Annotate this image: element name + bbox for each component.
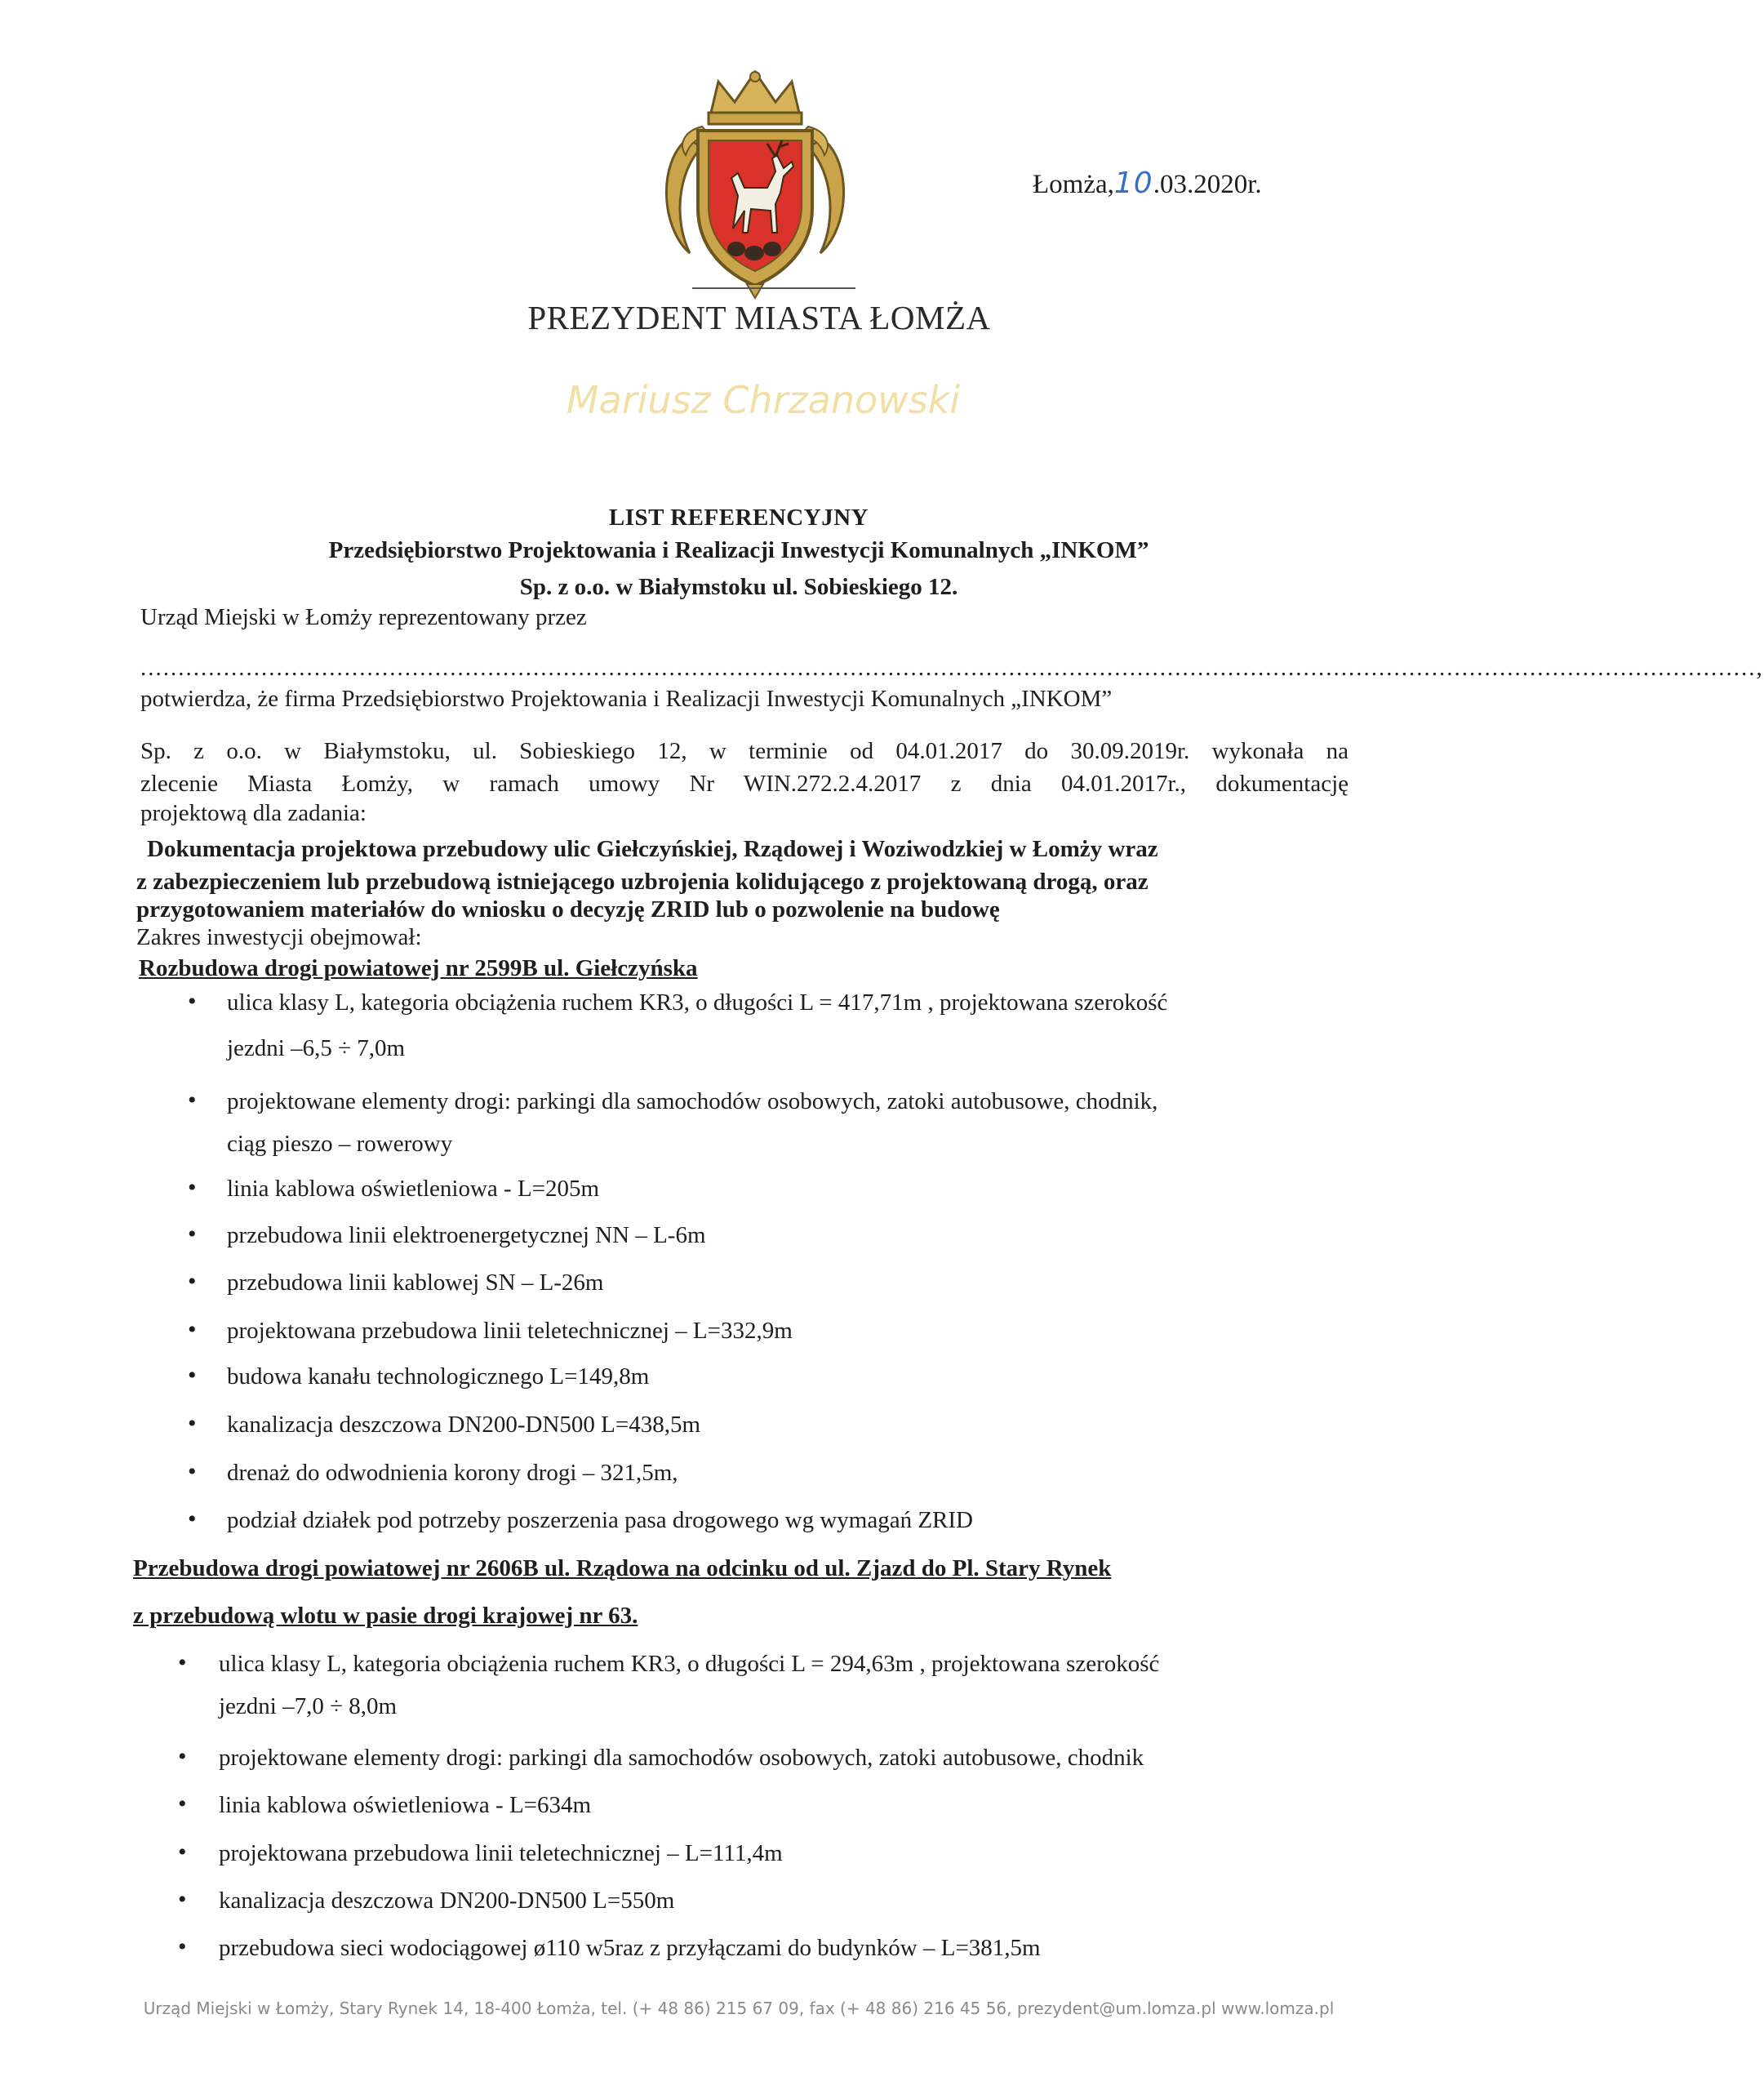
representative-blank: ......................................................................................................................................................................................................................, [140,655,1764,681]
company-name-line: Przedsiębiorstwo Projektowania i Realizacji Inwestycji Komunalnych „INKOM” [328,537,1149,563]
section-1-heading: Rozbudowa drogi powiatowej nr 2599B ul. Giełczyńska [139,955,698,981]
section-2-heading-continuation: z przebudową wlotu w pasie drogi krajowej nr 63. [133,1603,638,1629]
bullet-icon: • [188,988,197,1015]
section-1-item: kanalizacja deszczowa DN200-DN500 L=438,5m [227,1412,701,1438]
confirm-line-1: potwierdza, że firma Przedsiębiorstwo Projektowania i Realizacji Inwestycji Komunalnych „INKOM” [140,686,1113,712]
lomza-coat-of-arms-icon [653,65,857,298]
task-line-1: Dokumentacja projektowa przebudowy ulic Giełczyńskiej, Rządowej i Woziwodzkiej w Łomży wraz [147,836,1158,862]
letter-title: LIST REFERENCYJNY [608,505,869,531]
section-2-item: projektowana przebudowa linii teletechnicznej – L=111,4m [219,1840,783,1866]
handwritten-day: 10 [1113,167,1153,200]
bullet-icon: • [188,1221,197,1247]
document-date [1033,167,1262,200]
section-1-item-continuation: ciąg pieszo – rowerowy [227,1131,453,1157]
bullet-icon: • [188,1268,197,1295]
section-1-item: przebudowa linii elektroenergetycznej NN – L-6m [227,1222,706,1248]
section-2-item: linia kablowa oświetleniowa - L=634m [219,1792,592,1818]
date-month-year: .03.2020r. [1153,170,1262,199]
bullet-icon: • [178,1933,187,1960]
intro-text: Urząd Miejski w Łomży reprezentowany przez [140,604,587,630]
section-1-item: podział działek pod potrzeby poszerzenia pasa drogowego wg wymagań ZRID [227,1507,973,1533]
section-2-item: ulica klasy L, kategoria obciążenia ruchem KR3, o długości L = 294,63m , projektowana szerokość [219,1651,1160,1677]
section-1-item: przebudowa linii kablowej SN – L-26m [227,1270,604,1296]
section-1-item: projektowane elementy drogi: parkingi dla samochodów osobowych, zatoki autobusowe, chodnik, [227,1088,1158,1114]
section-1-item: ulica klasy L, kategoria obciążenia ruchem KR3, o długości L = 417,71m , projektowana szerokość [227,989,1168,1016]
section-2-item-continuation: jezdni –7,0 ÷ 8,0m [219,1693,398,1719]
bullet-icon: • [178,1790,187,1817]
task-line-3: przygotowaniem materiałów do wniosku o decyzję ZRID lub o pozwolenie na budowę [136,896,1000,923]
bullet-icon: • [178,1886,187,1913]
task-line-2: z zabezpieczeniem lub przebudową istniejącego uzbrojenia kolidującego z projektowaną drogą, oraz [136,869,1149,895]
confirm-line-2: Sp. z o.o. w Białymstoku, ul. Sobieskiego 12, w terminie od 04.01.2017 do 30.09.2019r. wykonała na [140,738,1349,764]
section-2-heading: Przebudowa drogi powiatowej nr 2606B ul. Rządowa na odcinku od ul. Zjazd do Pl. Stary Rynek [133,1555,1112,1581]
section-2-item: projektowane elementy drogi: parkingi dla samochodów osobowych, zatoki autobusowe, chodnik [219,1745,1144,1771]
bullet-icon: • [188,1505,197,1532]
bullet-icon: • [178,1649,187,1676]
signatory-name: Mariusz Chrzanowski [566,378,961,422]
section-2-item: kanalizacja deszczowa DN200-DN500 L=550m [219,1888,675,1914]
confirm-line-4: projektową dla zadania: [140,800,367,826]
office-title: PREZYDENT MIASTA ŁOMŻA [527,299,991,336]
confirm-line-3: zlecenie Miasta Łomży, w ramach umowy Nr WIN.272.2.4.2017 z dnia 04.01.2017r., dokumentację [140,771,1349,797]
date-place: Łomża, [1033,170,1114,199]
company-address-line: Sp. z o.o. w Białymstoku ul. Sobieskiego 12. [519,574,958,600]
section-1-item: linia kablowa oświetleniowa - L=205m [227,1176,600,1202]
bullet-icon: • [188,1410,197,1437]
bullet-icon: • [188,1458,197,1485]
bullet-icon: • [188,1174,197,1201]
bullet-icon: • [188,1087,197,1114]
section-1-item: drenaż do odwodnienia korony drogi – 321,5m, [227,1460,678,1486]
bullet-icon: • [178,1743,187,1770]
bullet-icon: • [178,1839,187,1865]
scope-intro: Zakres inwestycji obejmował: [136,924,422,950]
header-divider [692,287,855,289]
section-1-item: budowa kanału technologicznego L=149,8m [227,1363,650,1390]
section-2-item: przebudowa sieci wodociągowej ø110 w5raz z przyłączami do budynków – L=381,5m [219,1935,1041,1961]
bullet-icon: • [188,1316,197,1343]
section-1-item: projektowana przebudowa linii teletechnicznej – L=332,9m [227,1318,793,1344]
footer-contact: Urząd Miejski w Łomży, Stary Rynek 14, 18-400 Łomża, tel. (+ 48 86) 215 67 09, fax (+ 48 86) 216 45 56, prezydent@um.lomza.pl www.lomza.pl [143,1999,1335,2018]
section-1-item-continuation: jezdni –6,5 ÷ 7,0m [227,1035,406,1061]
bullet-icon: • [188,1362,197,1389]
